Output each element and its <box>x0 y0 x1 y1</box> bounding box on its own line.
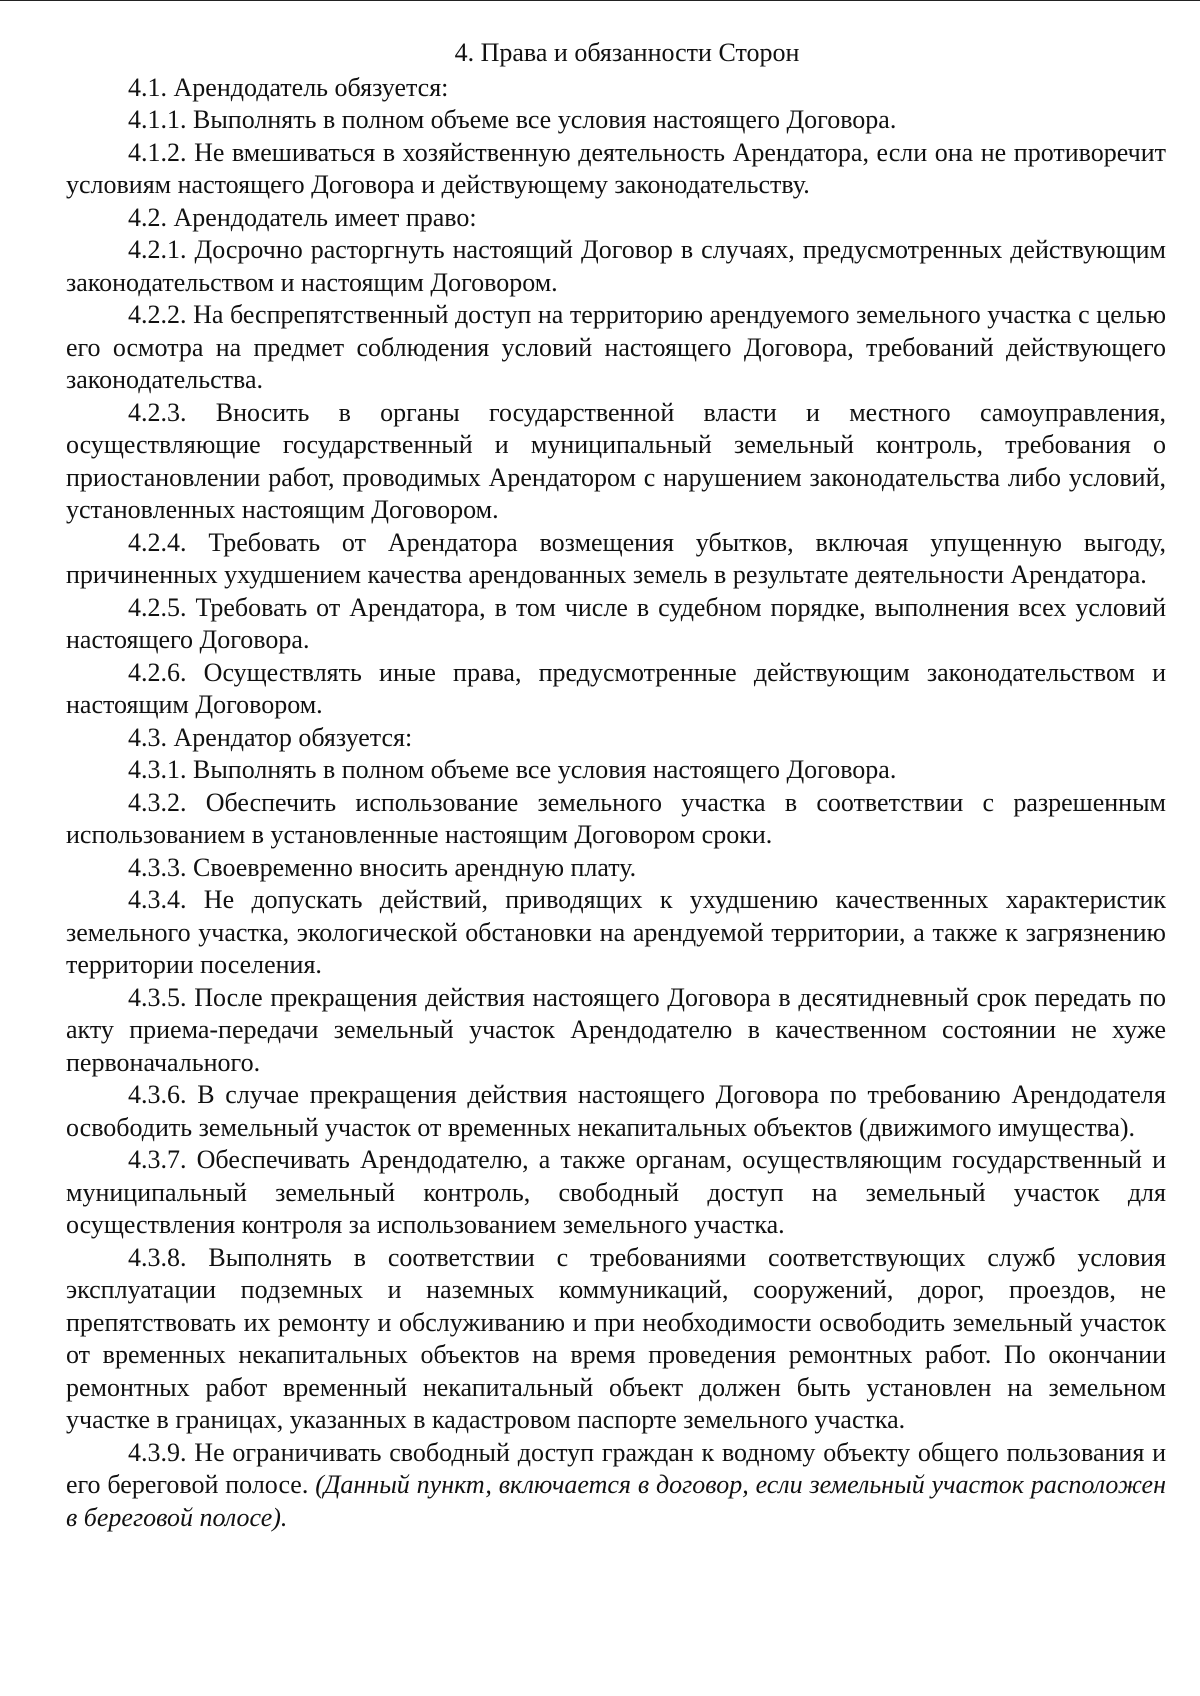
paragraph-4-2-3: 4.2.3. Вносить в органы государственной власти и местного самоуправления, осуществляющие государственный и муниципальный земельный контроль, требования о приостановлении работ, проводимых Арендатором с нарушением законодательства либо условий, установленных настоящим Договором. <box>66 397 1166 524</box>
paragraph-4-3-4: 4.3.4. Не допускать действий, приводящих к ухудшению качественных характеристик земельного участка, экологической обстановки на арендуемой территории, а также к загрязнению территории поселения. <box>66 885 1166 979</box>
paragraph-4-3-9-note: (Данный пункт, включается в договор, если земельный участок расположен в береговой полосе). <box>66 1470 1166 1532</box>
paragraph-4-3-9-text: 4.3.9. Не ограничивать свободный доступ граждан к водному объекту общего пользования и его береговой полосе. <box>66 1437 1166 1499</box>
paragraph-4-3-6: 4.3.6. В случае прекращения действия настоящего Договора по требованию Арендодателя освободить земельный участок от временных некапитальных объектов (движимого имущества). <box>66 1080 1166 1142</box>
paragraph-4-2-5: 4.2.5. Требовать от Арендатора, в том числе в судебном порядке, выполнения всех условий настоящего Договора. <box>66 592 1166 654</box>
paragraph-4-2-4: 4.2.4. Требовать от Арендатора возмещения убытков, включая упущенную выгоду, причиненных ухудшением качества арендованных земель в результате деятельности Арендатора. <box>66 527 1166 589</box>
paragraph-4-1-1: 4.1.1. Выполнять в полном объеме все условия настоящего Договора. <box>128 105 897 134</box>
paragraph-4-2-1: 4.2.1. Досрочно расторгнуть настоящий Договор в случаях, предусмотренных действующим законодательством и настоящим Договором. <box>66 235 1166 297</box>
paragraph-4-3-5: 4.3.5. После прекращения действия настоящего Договора в десятидневный срок передать по акту приема-передачи земельный участок Арендодателю в качественном состоянии не хуже первоначального. <box>66 982 1166 1077</box>
paragraph-4-3: 4.3. Арендатор обязуется: <box>128 722 413 752</box>
paragraph-4-3-9 <box>66 1437 1166 1535</box>
paragraph-4-2: 4.2. Арендодатель имеет право: <box>128 202 477 232</box>
paragraph-4-3-3: 4.3.3. Своевременно вносить арендную плату. <box>128 852 637 882</box>
paragraph-4-2-6: 4.2.6. Осуществлять иные права, предусмотренные действующим законодательством и настоящим Договором. <box>66 657 1166 719</box>
paragraph-4-3-1: 4.3.1. Выполнять в полном объеме все условия настоящего Договора. <box>128 755 897 784</box>
paragraph-4-1-2: 4.1.2. Не вмешиваться в хозяйственную деятельность Арендатора, если она не противоречит условиям настоящего Договора и действующему законодательству. <box>66 137 1166 199</box>
paragraph-4-3-7: 4.3.7. Обеспечивать Арендодателю, а также органам, осуществляющим государственный и муниципальный земельный контроль, свободный доступ на земельный участок для осуществления контроля за использованием земельного участка. <box>66 1145 1166 1239</box>
document-body <box>66 37 1166 1534</box>
paragraph-4-2-2: 4.2.2. На беспрепятственный доступ на территорию арендуемого земельного участка с целью его осмотра на предмет соблюдения условий настоящего Договора, требований действующего законодательства. <box>66 300 1166 394</box>
paragraph-4-1: 4.1. Арендодатель обязуется: <box>128 72 449 102</box>
paragraph-4-3-2: 4.3.2. Обеспечить использование земельного участка в соответствии с разрешенным использованием в установленные настоящим Договором сроки. <box>66 787 1166 849</box>
section-title: 4. Права и обязанности Сторон <box>454 38 800 67</box>
paragraph-4-3-8: 4.3.8. Выполнять в соответствии с требованиями соответствующих служб условия эксплуатации подземных и наземных коммуникаций, сооружений, дорог, проездов, не препятствовать их ремонту и обслуживанию и при необходимости освободить земельный участок от временных некапитальных объектов на время проведения ремонтных работ. По окончании ремонтных работ временный некапитальный объект должен быть установлен на земельном участке в границах, указанных в кадастровом паспорте земельного участка. <box>66 1242 1166 1434</box>
